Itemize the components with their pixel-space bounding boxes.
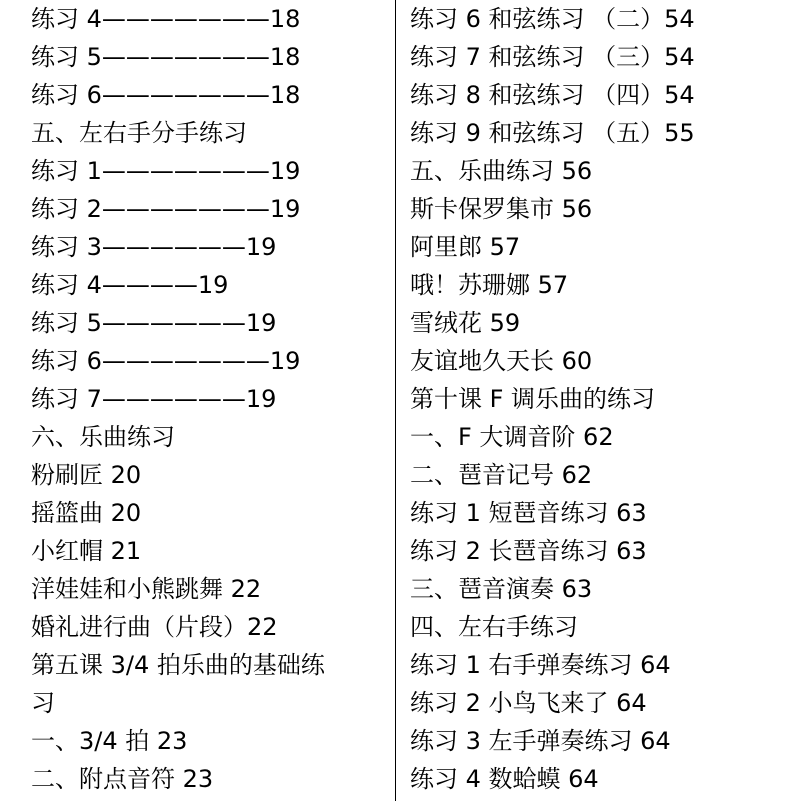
toc-entry: 练习 2 长琶音练习 63: [410, 537, 647, 565]
toc-lesson-heading-continued: 习: [31, 689, 55, 717]
toc-section-heading: 三、琶音演奏 63: [410, 575, 593, 603]
toc-right-column: [410, 0, 780, 798]
toc-entry: 练习 7——————19: [31, 385, 277, 413]
toc-entry: 粉刷匠 20: [31, 461, 142, 489]
toc-section-heading: 五、乐曲练习 56: [410, 157, 593, 185]
toc-entry: 练习 6———————19: [31, 347, 301, 375]
toc-entry: 雪绒花 59: [410, 309, 521, 337]
toc-entry: 斯卡保罗集市 56: [410, 195, 593, 223]
toc-section-heading: 二、琶音记号 62: [410, 461, 593, 489]
toc-entry: 练习 1 短琶音练习 63: [410, 499, 647, 527]
toc-entry: 哦！苏珊娜 57: [410, 271, 569, 299]
toc-lesson-heading: 第五课 3/4 拍乐曲的基础练: [31, 651, 325, 679]
toc-entry: 练习 4————19: [31, 271, 229, 299]
toc-entry: 练习 1 右手弹奏练习 64: [410, 651, 671, 679]
toc-left-column: [31, 0, 381, 798]
toc-entry: 练习 3——————19: [31, 233, 277, 261]
toc-entry: 练习 1———————19: [31, 157, 301, 185]
toc-entry: 洋娃娃和小熊跳舞 22: [31, 575, 262, 603]
toc-entry: 练习 6———————18: [31, 81, 301, 109]
toc-entry: 练习 5———————18: [31, 43, 301, 71]
toc-entry: 练习 7 和弦练习 （三）54: [410, 43, 695, 71]
toc-entry: 练习 4 数蛤蟆 64: [410, 765, 599, 793]
toc-entry: 练习 3 左手弹奏练习 64: [410, 727, 671, 755]
toc-entry: 小红帽 21: [31, 537, 142, 565]
column-divider: [395, 0, 396, 801]
toc-entry: 婚礼进行曲（片段）22: [31, 613, 278, 641]
toc-section-heading: 一、3/4 拍 23: [31, 727, 188, 755]
toc-entry: 练习 6 和弦练习 （二）54: [410, 5, 695, 33]
toc-section-heading: 四、左右手练习: [410, 613, 578, 641]
toc-entry: 友谊地久天长 60: [410, 347, 593, 375]
toc-section-heading: 一、F 大调音阶 62: [410, 423, 614, 451]
toc-entry: 阿里郎 57: [410, 233, 521, 261]
toc-section-heading: 六、乐曲练习: [31, 423, 175, 451]
toc-lesson-heading: 第十课 F 调乐曲的练习: [410, 385, 656, 413]
toc-section-heading: 二、附点音符 23: [31, 765, 214, 793]
toc-entry: 练习 8 和弦练习 （四）54: [410, 81, 695, 109]
toc-entry: 练习 5——————19: [31, 309, 277, 337]
toc-entry: 练习 2 小鸟飞来了 64: [410, 689, 647, 717]
toc-entry: 练习 2———————19: [31, 195, 301, 223]
toc-entry: 摇篮曲 20: [31, 499, 142, 527]
toc-section-heading: 五、左右手分手练习: [31, 119, 247, 147]
toc-entry: 练习 4———————18: [31, 5, 301, 33]
toc-entry: 练习 9 和弦练习 （五）55: [410, 119, 695, 147]
